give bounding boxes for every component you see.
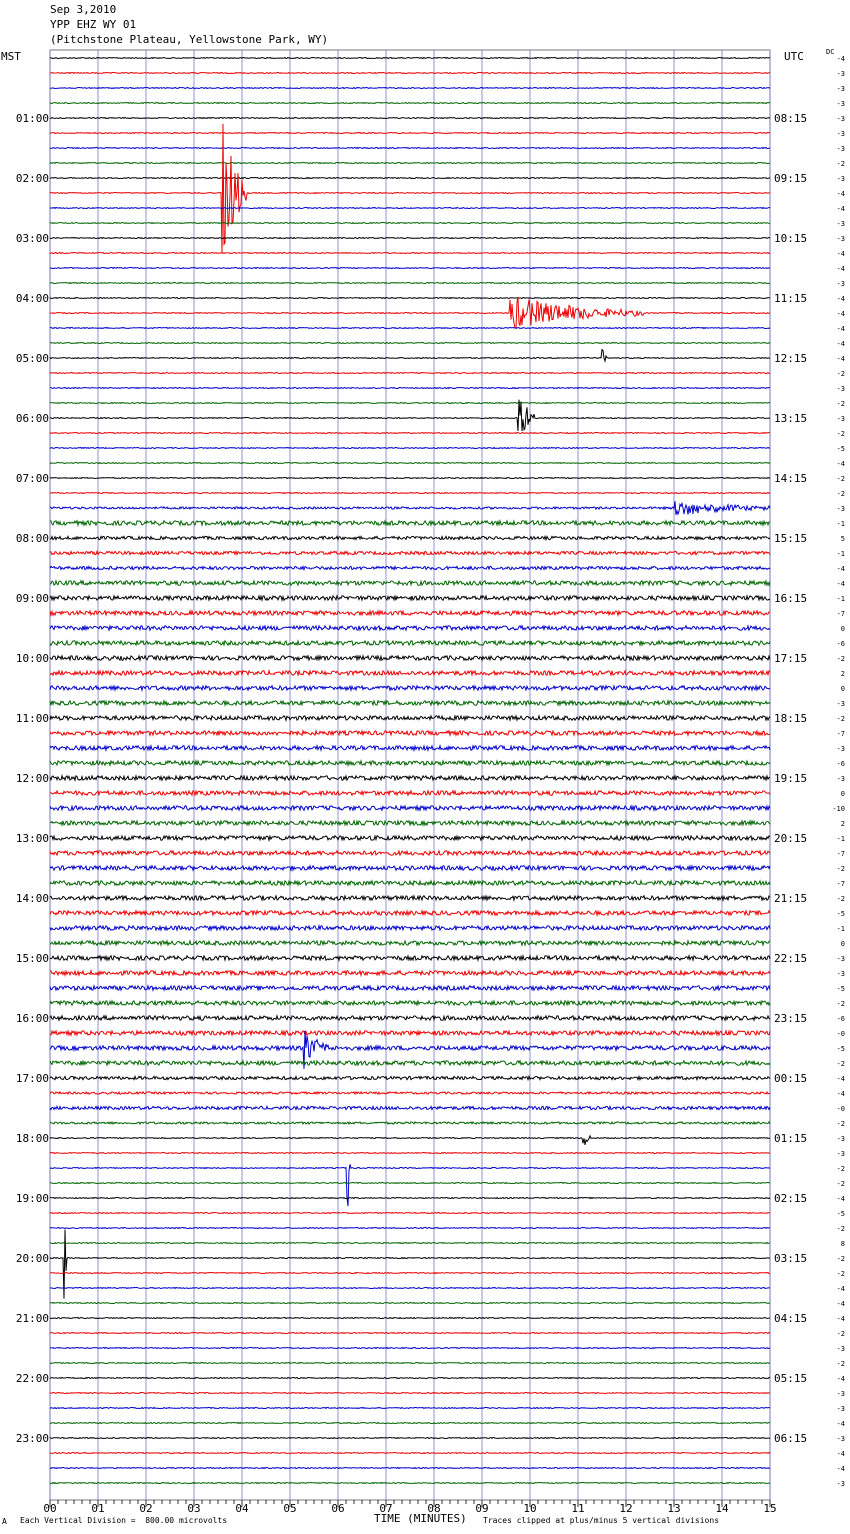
- hour-label-left: 03:00: [15, 232, 49, 245]
- hour-label-right: 09:15: [774, 172, 808, 185]
- dc-offset-label: -1: [836, 595, 845, 603]
- x-tick-label: 01: [91, 1502, 105, 1515]
- trace-row: [50, 1468, 770, 1469]
- trace-row: [50, 1303, 770, 1304]
- trace-row: [50, 626, 770, 630]
- trace-row: [50, 1393, 770, 1394]
- x-tick-label: 09: [475, 1502, 489, 1515]
- trace-row: [50, 536, 770, 539]
- dc-offset-label: -3: [836, 700, 845, 708]
- trace-row: [50, 400, 770, 432]
- dc-offset-label: -4: [836, 1285, 845, 1293]
- dc-offset-label: -3: [836, 145, 845, 153]
- dc-offset-label: 2: [840, 670, 845, 678]
- trace-row: [50, 343, 770, 344]
- dc-offset-label: -3: [836, 220, 845, 228]
- hour-label-left: 19:00: [15, 1192, 49, 1205]
- x-tick-label: 13: [667, 1502, 681, 1515]
- trace-row: [50, 1363, 770, 1364]
- dc-offset-label: -3: [836, 1390, 845, 1398]
- dc-offset-label: 8: [840, 1240, 845, 1248]
- trace-row: [50, 896, 770, 900]
- hour-label-right: 00:15: [774, 1072, 808, 1085]
- trace-row: [50, 328, 770, 329]
- x-tick-label: 02: [139, 1502, 153, 1515]
- trace-row: [50, 448, 770, 449]
- dc-offset-label: 0: [840, 940, 845, 948]
- dc-offset-label: -2: [836, 1060, 845, 1068]
- hour-label-left: 21:00: [15, 1312, 49, 1325]
- trace-row: [50, 851, 770, 855]
- dc-offset-label: -3: [836, 1405, 845, 1413]
- dc-offset-label: -4: [836, 1195, 845, 1203]
- trace-row: [50, 1122, 770, 1124]
- dc-offset-label: -2: [836, 865, 845, 873]
- hour-label-right: 21:15: [774, 892, 808, 905]
- trace-row: [50, 596, 770, 600]
- hour-label-left: 13:00: [15, 832, 49, 845]
- dc-offset-label: 5: [840, 535, 845, 543]
- trace-row: [50, 463, 770, 464]
- trace-row: [50, 58, 770, 59]
- hour-label-right: 05:15: [774, 1372, 808, 1385]
- trace-row: [50, 88, 770, 89]
- hour-label-right: 02:15: [774, 1192, 808, 1205]
- trace-row: [50, 103, 770, 104]
- trace-row: [50, 1333, 770, 1334]
- trace-row: [50, 1164, 770, 1206]
- hour-label-right: 22:15: [774, 952, 808, 965]
- trace-row: [50, 941, 770, 945]
- x-tick-label: 06: [331, 1502, 345, 1515]
- x-tick-label: 08: [427, 1502, 441, 1515]
- corner-mark: A: [2, 1517, 7, 1526]
- dc-offset-label: -2: [836, 1165, 845, 1173]
- trace-row: [50, 1153, 770, 1154]
- plot-date: Sep 3,2010: [50, 3, 117, 16]
- trace-row: [50, 566, 770, 569]
- trace-row: [50, 956, 770, 960]
- dc-offset-label: -1: [836, 925, 845, 933]
- dc-offset-label: -4: [836, 205, 845, 213]
- x-tick-label: 10: [523, 1502, 537, 1515]
- trace-row: [50, 836, 770, 840]
- trace-row: [50, 581, 770, 585]
- hour-label-left: 07:00: [15, 472, 49, 485]
- trace-row: [50, 1453, 770, 1454]
- dc-offset-label: -2: [836, 475, 845, 483]
- hour-label-right: 23:15: [774, 1012, 808, 1025]
- trace-row: [50, 350, 770, 361]
- trace-row: [50, 1378, 770, 1379]
- x-tick-label: 03: [187, 1502, 201, 1515]
- dc-offset-label: -2: [836, 1000, 845, 1008]
- trace-row: [50, 268, 770, 269]
- x-tick-label: 07: [379, 1502, 393, 1515]
- dc-offset-label: -4: [836, 1075, 845, 1083]
- trace-row: [50, 866, 770, 870]
- trace-row: [50, 1438, 770, 1439]
- hour-label-right: 11:15: [774, 292, 808, 305]
- dc-offset-label: -4: [836, 1315, 845, 1323]
- dc-offset-label: -10: [832, 805, 845, 813]
- dc-offset-label: -3: [836, 70, 845, 78]
- trace-row: [50, 1001, 770, 1005]
- hour-label-right: 20:15: [774, 832, 808, 845]
- hour-label-right: 17:15: [774, 652, 808, 665]
- trace-row: [50, 178, 770, 179]
- trace-row: [50, 1243, 770, 1244]
- dc-offset-label: -3: [836, 280, 845, 288]
- station-id: YPP EHZ WY 01: [50, 18, 137, 31]
- hour-label-left: 12:00: [15, 772, 49, 785]
- trace-row: [50, 551, 770, 554]
- trace-row: [50, 731, 770, 735]
- dc-offset-label: -2: [836, 160, 845, 168]
- dc-offset-label: -4: [836, 355, 845, 363]
- trace-row: [50, 776, 770, 780]
- trace-row: [50, 1318, 770, 1319]
- dc-offset-label: -3: [836, 100, 845, 108]
- dc-offset-label: 0: [840, 685, 845, 693]
- dc-offset-label: -2: [836, 1180, 845, 1188]
- dc-offset-label: -0: [836, 1030, 845, 1038]
- trace-row: [50, 238, 770, 239]
- dc-offset-label: -5: [836, 910, 845, 918]
- dc-offset-label: -3: [836, 235, 845, 243]
- dc-offset-label: -2: [836, 895, 845, 903]
- hour-label-right: 01:15: [774, 1132, 808, 1145]
- clip-note: Traces clipped at plus/minus 5 vertical divisions: [483, 1516, 720, 1525]
- trace-row: [50, 118, 770, 119]
- hour-label-left: 06:00: [15, 412, 49, 425]
- dc-offset-label: -6: [836, 640, 845, 648]
- dc-offset-label: -1: [836, 835, 845, 843]
- trace-row: [50, 1483, 770, 1484]
- dc-offset-label: -4: [836, 1465, 845, 1473]
- dc-offset-label: -2: [836, 490, 845, 498]
- hour-label-right: 10:15: [774, 232, 808, 245]
- dc-label: DC: [826, 48, 835, 56]
- trace-row: [50, 881, 770, 885]
- hour-label-left: 20:00: [15, 1252, 49, 1265]
- dc-offset-label: -6: [836, 1015, 845, 1023]
- scale-note: Each Vertical Division = 800.00 microvolts: [20, 1516, 228, 1525]
- dc-offset-label: -7: [836, 850, 845, 858]
- dc-offset-label: -3: [836, 415, 845, 423]
- dc-offset-label: -2: [836, 655, 845, 663]
- trace-row: [50, 223, 770, 224]
- trace-row: [50, 521, 770, 525]
- trace-row: [50, 806, 770, 810]
- trace-row: [50, 1136, 770, 1145]
- hour-label-left: 14:00: [15, 892, 49, 905]
- hour-label-right: 13:15: [774, 412, 808, 425]
- dc-offset-label: -3: [836, 970, 845, 978]
- hour-label-left: 18:00: [15, 1132, 49, 1145]
- dc-offset-label: -2: [836, 1330, 845, 1338]
- hour-label-right: 15:15: [774, 532, 808, 545]
- dc-offset-label: -4: [836, 265, 845, 273]
- dc-offset-label: -3: [836, 955, 845, 963]
- dc-offset-label: -1: [836, 550, 845, 558]
- dc-offset-label: -4: [836, 325, 845, 333]
- trace-row: [50, 133, 770, 134]
- trace-row: [50, 1092, 770, 1094]
- trace-row: [50, 746, 770, 750]
- hour-label-right: 06:15: [774, 1432, 808, 1445]
- trace-row: [50, 761, 770, 765]
- dc-offset-label: -3: [836, 1135, 845, 1143]
- trace-row: [50, 253, 770, 254]
- x-tick-label: 15: [763, 1502, 777, 1515]
- dc-offset-label: -1: [836, 520, 845, 528]
- trace-row: [50, 124, 770, 254]
- dc-offset-label: -5: [836, 445, 845, 453]
- trace-row: [50, 821, 770, 825]
- dc-offset-label: -2: [836, 430, 845, 438]
- trace-row: [50, 1228, 770, 1229]
- dc-offset-label: -4: [836, 460, 845, 468]
- dc-offset-label: 0: [840, 790, 845, 798]
- trace-row: [50, 656, 770, 660]
- dc-offset-label: -4: [836, 580, 845, 588]
- dc-offset-label: -4: [836, 1300, 845, 1308]
- dc-offset-label: -3: [836, 1345, 845, 1353]
- dc-offset-label: -4: [836, 190, 845, 198]
- dc-offset-label: -6: [836, 760, 845, 768]
- x-tick-label: 11: [571, 1502, 585, 1515]
- dc-offset-label: -5: [836, 985, 845, 993]
- trace-row: [50, 686, 770, 690]
- x-tick-label: 04: [235, 1502, 249, 1515]
- dc-offset-label: -2: [836, 370, 845, 378]
- dc-offset-label: -3: [836, 385, 845, 393]
- hour-label-left: 16:00: [15, 1012, 49, 1025]
- trace-row: [50, 73, 770, 74]
- trace-row: [50, 478, 770, 479]
- dc-offset-label: -7: [836, 880, 845, 888]
- trace-row: [50, 911, 770, 915]
- hour-label-left: 09:00: [15, 592, 49, 605]
- trace-row: [50, 298, 770, 299]
- dc-offset-label: -4: [836, 1420, 845, 1428]
- dc-offset-label: -4: [836, 565, 845, 573]
- trace-row: [50, 701, 770, 705]
- dc-offset-label: -4: [836, 1375, 845, 1383]
- trace-row: [50, 163, 770, 164]
- left-timezone: MST: [1, 50, 21, 63]
- trace-row: [50, 1183, 770, 1184]
- dc-offset-label: -7: [836, 610, 845, 618]
- dc-offset-label: -3: [836, 775, 845, 783]
- dc-offset-label: -3: [836, 505, 845, 513]
- right-timezone: UTC: [784, 50, 804, 63]
- trace-row: [50, 1061, 770, 1065]
- trace-row: [50, 1198, 770, 1199]
- dc-offset-label: -4: [836, 340, 845, 348]
- hour-label-right: 14:15: [774, 472, 808, 485]
- trace-row: [50, 1106, 770, 1109]
- trace-row: [50, 971, 770, 975]
- dc-offset-label: -2: [836, 1120, 845, 1128]
- trace-row: [50, 297, 770, 328]
- trace-row: [50, 493, 770, 494]
- dc-offset-label: -3: [836, 745, 845, 753]
- dc-offset-label: -4: [836, 310, 845, 318]
- trace-row: [50, 1016, 770, 1020]
- trace-row: [50, 791, 770, 795]
- hour-label-left: 10:00: [15, 652, 49, 665]
- dc-offset-label: -2: [836, 1360, 845, 1368]
- hour-label-right: 19:15: [774, 772, 808, 785]
- trace-row: [50, 1423, 770, 1424]
- hour-label-left: 11:00: [15, 712, 49, 725]
- hour-label-left: 15:00: [15, 952, 49, 965]
- dc-offset-label: 2: [840, 820, 845, 828]
- trace-row: [50, 1213, 770, 1214]
- trace-row: [50, 433, 770, 434]
- dc-offset-label: -4: [836, 1450, 845, 1458]
- dc-offset-label: -3: [836, 130, 845, 138]
- x-tick-label: 05: [283, 1502, 297, 1515]
- x-tick-label: 00: [43, 1502, 57, 1515]
- hour-label-left: 01:00: [15, 112, 49, 125]
- hour-label-right: 04:15: [774, 1312, 808, 1325]
- dc-offset-label: -4: [836, 1090, 845, 1098]
- dc-offset-label: -3: [836, 85, 845, 93]
- station-location: (Pitchstone Plateau, Yellowstone Park, WY): [50, 33, 329, 46]
- dc-offset-label: -0: [836, 1105, 845, 1113]
- trace-row: [50, 403, 770, 404]
- hour-label-right: 16:15: [774, 592, 808, 605]
- trace-row: [50, 986, 770, 990]
- hour-label-left: 04:00: [15, 292, 49, 305]
- hour-label-left: 02:00: [15, 172, 49, 185]
- trace-row: [50, 373, 770, 374]
- dc-offset-label: -4: [836, 250, 845, 258]
- dc-offset-label: -2: [836, 400, 845, 408]
- hour-label-left: 17:00: [15, 1072, 49, 1085]
- hour-label-left: 08:00: [15, 532, 49, 545]
- trace-row: [50, 283, 770, 284]
- dc-offset-label: -3: [836, 1435, 845, 1443]
- trace-row: [50, 1273, 770, 1274]
- trace-row: [50, 208, 770, 209]
- dc-offset-label: -3: [836, 1480, 845, 1488]
- dc-offset-label: -2: [836, 1225, 845, 1233]
- trace-row: [50, 1076, 770, 1079]
- dc-offset-label: -3: [836, 1150, 845, 1158]
- trace-row: [50, 1288, 770, 1289]
- trace-row: [50, 1408, 770, 1409]
- hour-label-left: 05:00: [15, 352, 49, 365]
- trace-row: [50, 926, 770, 930]
- dc-offset-label: -7: [836, 730, 845, 738]
- hour-label-right: 08:15: [774, 112, 808, 125]
- dc-offset-label: -4: [836, 295, 845, 303]
- x-tick-label: 14: [715, 1502, 729, 1515]
- dc-offset-label: -3: [836, 175, 845, 183]
- hour-label-right: 03:15: [774, 1252, 808, 1265]
- dc-offset-label: -4: [836, 55, 845, 63]
- hour-label-right: 18:15: [774, 712, 808, 725]
- dc-offset-label: -2: [836, 715, 845, 723]
- dc-offset-label: -3: [836, 115, 845, 123]
- hour-label-right: 12:15: [774, 352, 808, 365]
- dc-offset-label: -2: [836, 1255, 845, 1263]
- trace-row: [50, 1348, 770, 1349]
- dc-offset-label: -2: [836, 1270, 845, 1278]
- x-axis-title: TIME (MINUTES): [374, 1512, 467, 1525]
- trace-row: [50, 501, 770, 515]
- trace-row: [50, 671, 770, 675]
- trace-row: [50, 611, 770, 615]
- hour-label-left: 23:00: [15, 1432, 49, 1445]
- trace-row: [50, 388, 770, 389]
- trace-row: [50, 148, 770, 149]
- dc-offset-label: -5: [836, 1045, 845, 1053]
- dc-offset-label: -5: [836, 1210, 845, 1218]
- dc-offset-label: 0: [840, 625, 845, 633]
- trace-row: [50, 716, 770, 720]
- hour-label-left: 22:00: [15, 1372, 49, 1385]
- trace-row: [50, 641, 770, 645]
- x-tick-label: 12: [619, 1502, 633, 1515]
- trace-row: [50, 1031, 770, 1035]
